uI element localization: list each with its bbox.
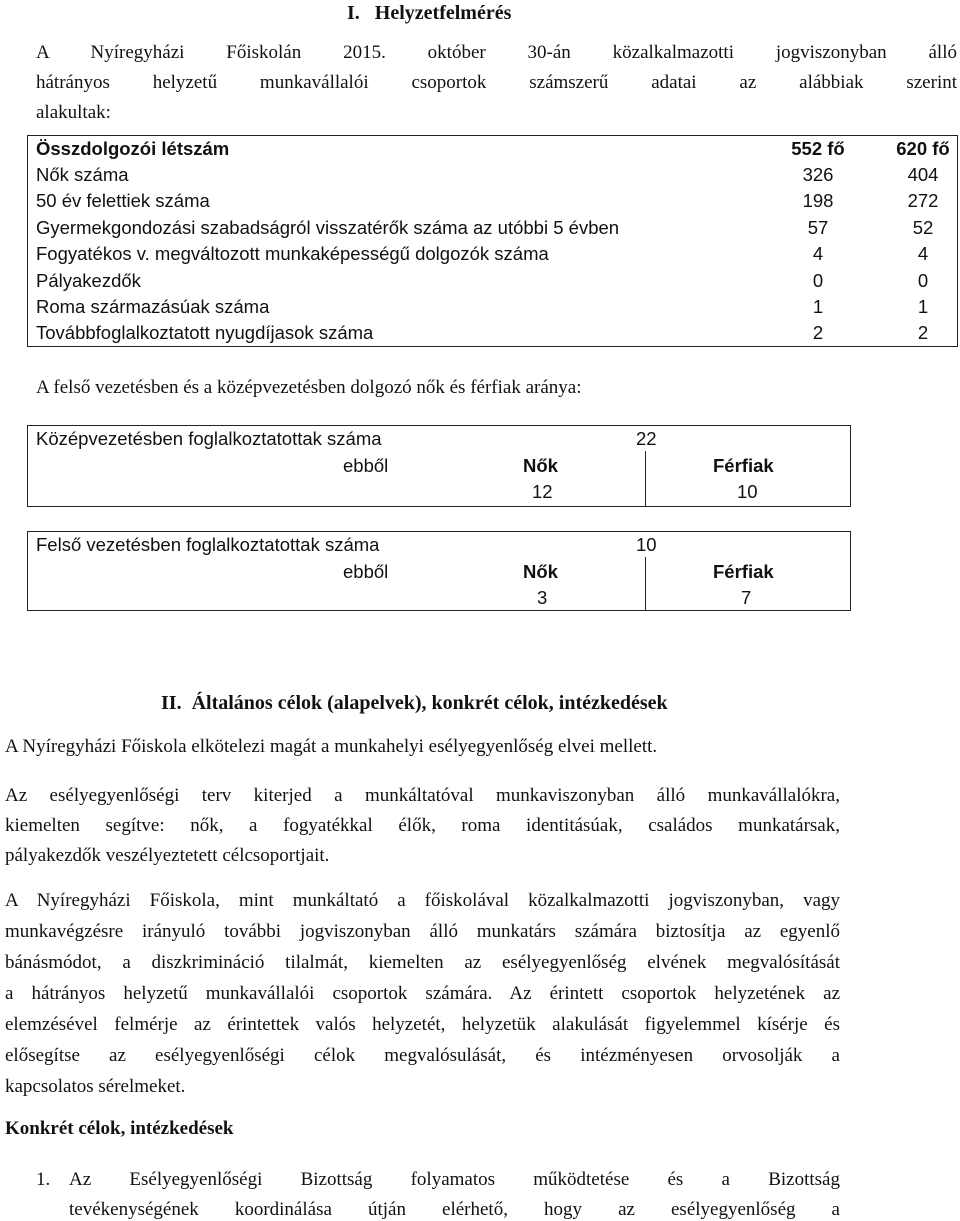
policy-line-3: bánásmódot, a diszkrimináció tilalmát, kiemelten az esélyegyenlőség elvének megvalósítását	[5, 952, 840, 973]
table-row	[28, 320, 957, 346]
row-value-2015: 52	[912, 217, 934, 238]
section-2-heading: II. Általános célok (alapelvek), konkrét célok, intézkedések	[161, 692, 668, 714]
row-label: 50 év felettiek száma	[36, 190, 210, 211]
row-value-2015: 272	[907, 190, 939, 211]
scope-line-3: pályakezdők veszélyeztetett célcsoportjait.	[5, 845, 330, 866]
policy-line-5: elemzésével felmérje az érintettek valós helyzetét, helyzetük alakulását figyelemmel kísérje és	[5, 1014, 840, 1035]
intro-line-3: alakultak:	[36, 102, 111, 123]
table-row	[28, 215, 957, 241]
mid-men-count: 10	[737, 481, 758, 502]
top-women-header: Nők	[523, 561, 558, 582]
mid-ebbol: ebből	[343, 455, 389, 476]
scope-line-1: Az esélyegyenlőségi terv kiterjed a munkáltatóval munkaviszonyban álló munkavállalókra,	[5, 785, 840, 806]
row-value-2015: 404	[907, 164, 939, 185]
mid-women-header: Nők	[523, 455, 558, 476]
policy-line-1: A Nyíregyházi Főiskola, mint munkáltató a főiskolával közalkalmazotti jogviszonyban, vagy	[5, 890, 840, 911]
row-value-2014: 1	[812, 296, 824, 317]
row-label: Gyermekgondozási szabadságról visszatérők száma az utóbbi 5 évben	[36, 217, 620, 238]
scope-line-2: kiemelten segítve: nők, a fogyatékkal élők, roma identitásúak, családos munkatársak,	[5, 815, 840, 836]
row-value-2014: 2	[812, 322, 824, 343]
row-label: Pályakezdők	[36, 270, 141, 291]
table-row	[28, 241, 957, 267]
top-management-total: 10	[636, 534, 657, 555]
row-value-2014: 4	[812, 243, 824, 264]
table-row	[28, 136, 957, 162]
ratio-heading: A felső vezetésben és a középvezetésben dolgozó nők és férfiak aránya:	[36, 377, 582, 398]
row-value-2015: 4	[917, 243, 929, 264]
mid-women-count: 12	[532, 481, 553, 502]
row-label: Nők száma	[36, 164, 129, 185]
intro-line-2: hátrányos helyzetű munkavállalói csoportok számszerű adatai az alábbiak szerint	[36, 72, 957, 93]
concrete-goals-heading: Konkrét célok, intézkedések	[5, 1118, 234, 1139]
intro-line-1: A Nyíregyházi Főiskolán 2015. október 30-án közalkalmazotti jogviszonyban álló	[36, 42, 957, 63]
table-row	[28, 188, 957, 214]
row-value-2014: 552 fő	[791, 138, 845, 159]
row-value-2015: 2	[917, 322, 929, 343]
policy-line-6: elősegítse az esélyegyenlőségi célok megvalósulását, és intézményesen orvosolják a	[5, 1045, 840, 1066]
table-row	[28, 162, 957, 188]
row-value-2014: 57	[807, 217, 829, 238]
row-label: Fogyatékos v. megváltozott munkaképességű dolgozók száma	[36, 243, 549, 264]
policy-line-2: munkavégzésre irányuló további jogviszonyban álló munkatárs számára biztosítja az egyenlő	[5, 921, 840, 942]
table-row	[28, 294, 957, 320]
section-1-heading: I. Helyzetfelmérés	[347, 2, 512, 24]
top-women-count: 3	[537, 587, 548, 608]
top-ebbol: ebből	[343, 561, 389, 582]
row-label: Továbbfoglalkoztatott nyugdíjasok száma	[36, 322, 374, 343]
row-value-2015: 1	[917, 296, 929, 317]
policy-line-7: kapcsolatos sérelmeket.	[5, 1076, 186, 1097]
commitment-paragraph: A Nyíregyházi Főiskola elkötelezi magát a munkahelyi esélyegyenlőség elvei mellett.	[5, 736, 658, 757]
top-men-count: 7	[741, 587, 752, 608]
mid-management-total: 22	[636, 428, 657, 449]
mid-management-label: Középvezetésben foglalkoztatottak száma	[36, 428, 382, 449]
row-value-2014: 0	[812, 270, 824, 291]
row-value-2014: 198	[802, 190, 834, 211]
list-item-number: 1.	[36, 1169, 51, 1190]
row-value-2014: 326	[802, 164, 834, 185]
row-label: Összdolgozói létszám	[36, 138, 230, 159]
row-value-2015: 0	[917, 270, 929, 291]
table-row	[28, 268, 957, 294]
row-label: Roma származásúak száma	[36, 296, 270, 317]
list-item-line-2: tevékenységének koordinálása útján elérhető, hogy az esélyegyenlőség a	[69, 1199, 840, 1220]
list-item-line-1: Az Esélyegyenlőségi Bizottság folyamatos működtetése és a Bizottság	[69, 1169, 840, 1190]
policy-line-4: a hátrányos helyzetű munkavállalói csoportok számára. Az érintett csoportok helyzetének az	[5, 983, 840, 1004]
row-value-2015: 620 fő	[896, 138, 950, 159]
top-management-label: Felső vezetésben foglalkoztatottak száma	[36, 534, 380, 555]
mid-men-header: Férfiak	[713, 455, 774, 476]
top-men-header: Férfiak	[713, 561, 774, 582]
staff-statistics-table	[27, 135, 958, 347]
